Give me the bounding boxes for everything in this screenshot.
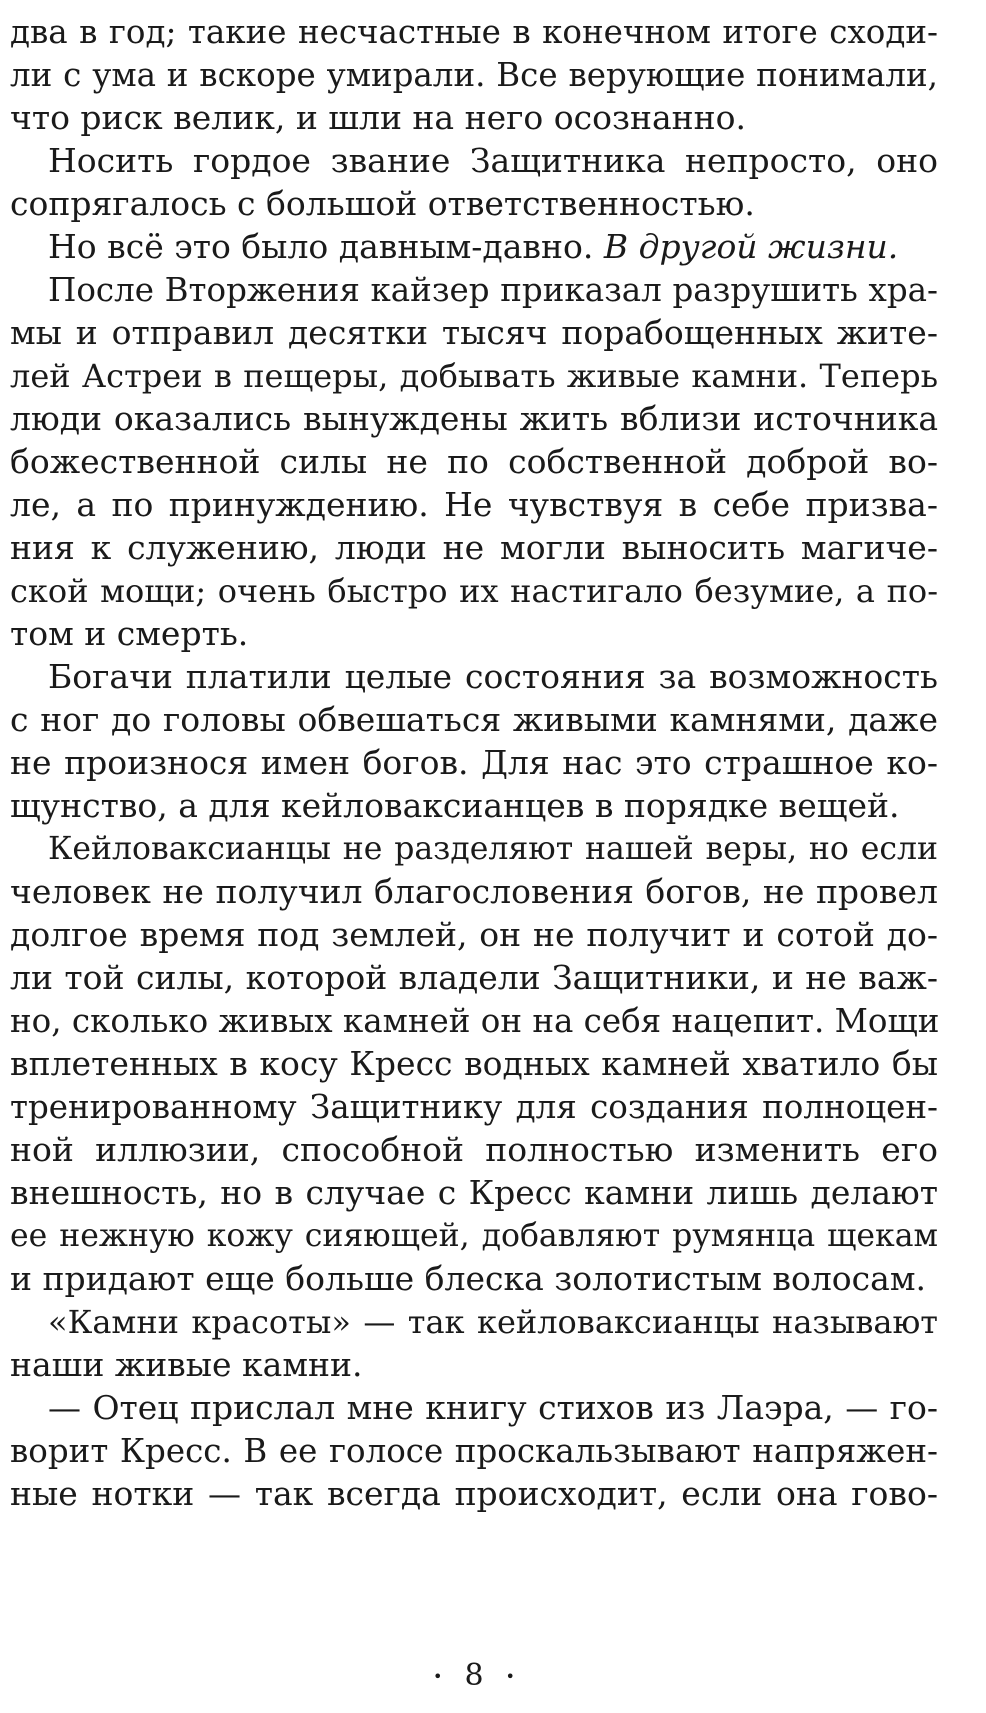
page-number: 8 (464, 1658, 484, 1693)
text-line: — Отец прислал мне книгу стихов из Лаэра, — го- (48, 1388, 938, 1427)
text-line: Носить гордое звание Защитника непросто, оно (48, 141, 938, 180)
text-line: с ног до головы обвешаться живыми камнями, даже (10, 700, 938, 739)
text-line: После Вторжения кайзер приказал разрушить хра- (48, 271, 938, 309)
text-line: «Камни красоты» — так кейловаксианцы называют (48, 1303, 938, 1341)
text-line: божественной силы не по собственной доброй во- (10, 442, 938, 481)
book-page (10, 0, 938, 1713)
text-line: что риск велик, и шли на него осознанно. (10, 98, 746, 137)
italic-phrase: В другой жизни. (603, 227, 899, 266)
text-line: внешность, но в случае с Кресс камни лишь делают (10, 1173, 938, 1212)
text-line: ле, а по принуждению. Не чувствуя в себе призва- (10, 485, 938, 524)
text-line: два в год; такие несчастные в конечном итоге сходи- (10, 13, 938, 51)
text-line: ли с ума и вскоре умирали. Все верующие понимали, (10, 56, 938, 94)
text-fragment: Но всё это было давным-давно. (48, 227, 594, 266)
text-line: и придают еще больше блеска золотистым волосам. (10, 1259, 926, 1298)
text-line: ли той силы, которой владели Защитники, и не важ- (10, 958, 938, 997)
text-line (10, 225, 938, 269)
text-line: ворит Кресс. В ее голосе проскальзывают напряжен- (10, 1432, 938, 1470)
text-line: не произнося имен богов. Для нас это страшное ко- (10, 743, 938, 782)
text-line: сопрягалось с большой ответственностью. (10, 184, 755, 223)
ornament-left-icon: • (433, 1667, 443, 1686)
ornament-right-icon: • (505, 1667, 515, 1686)
text-line: лей Астреи в пещеры, добывать живые камни. Теперь (10, 357, 938, 395)
text-line: щунство, а для кейловаксианцев в порядке вещей. (10, 786, 900, 825)
text-line: ской мощи; очень быстро их настигало безумие, а по- (10, 572, 938, 610)
text-line: но, сколько живых камней он на себя нацепит. Мощи (10, 1002, 940, 1040)
text-line: люди оказались вынуждены жить вблизи источника (10, 399, 938, 438)
text-line: человек не получил благословения богов, не провел (10, 872, 938, 911)
text-line: вплетенных в косу Кресс водных камней хватило бы (10, 1044, 938, 1083)
text-line: том и смерть. (10, 614, 249, 653)
text-line: ния к служению, люди не могли выносить магиче- (10, 528, 938, 567)
text-line: Богачи платили целые состояния за возможность (48, 657, 938, 696)
text-line: ной иллюзии, способной полностью изменить его (10, 1130, 938, 1169)
text-line: мы и отправил десятки тысяч порабощенных жите- (10, 313, 938, 352)
text-line: тренированному Защитнику для создания полноцен- (10, 1088, 938, 1126)
text-line: ее нежную кожу сияющей, добавляют румянца щекам (10, 1218, 938, 1254)
text-line: Кейловаксианцы не разделяют нашей веры, но если (48, 831, 938, 867)
text-line: ные нотки — так всегда происходит, если она гово- (10, 1474, 938, 1513)
text-line: наши живые камни. (10, 1345, 363, 1384)
page-footer (10, 1654, 938, 1698)
text-line: долгое время под землей, он не получит и сотой до- (10, 915, 938, 954)
